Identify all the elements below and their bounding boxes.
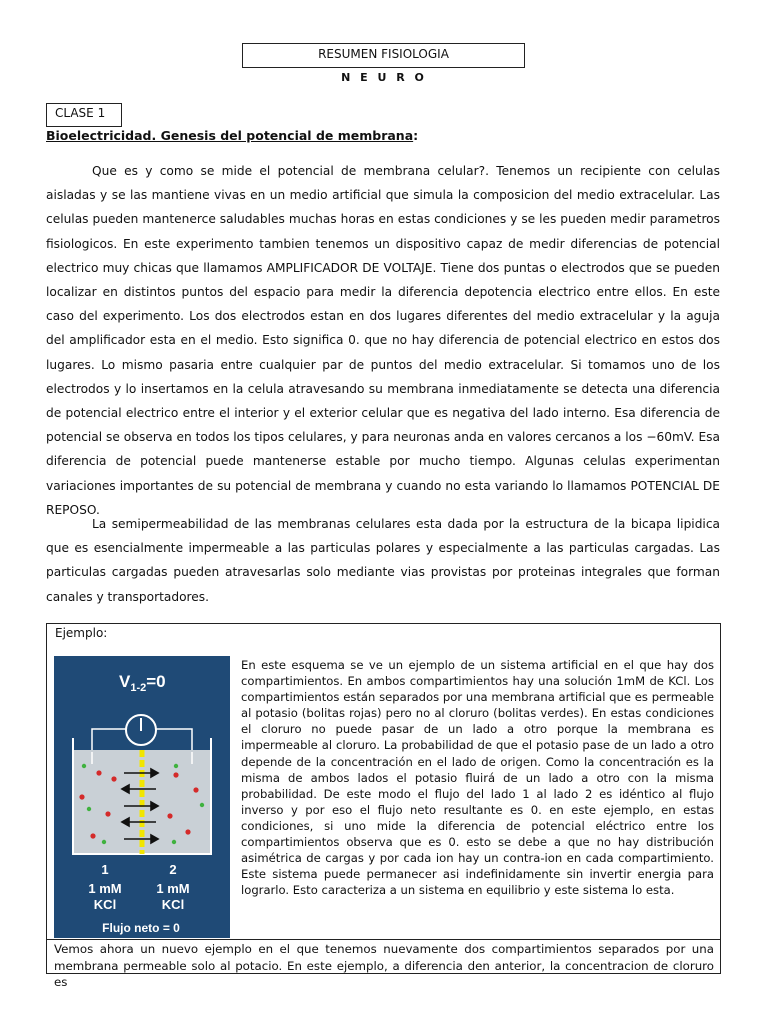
salt-1: KCl bbox=[93, 897, 117, 912]
section-heading bbox=[46, 128, 418, 143]
meter-wire-right bbox=[156, 729, 192, 752]
next-example-text: Vemos ahora un nuevo ejemplo en el que tenemos nuevamente dos compartimientos separados por una membrana permeable solo al potacio. En este ejemplo, a diferencia den anterior, la concentracion de cloruro es bbox=[54, 942, 714, 989]
equilibrium-diagram bbox=[54, 656, 230, 938]
paragraph-1: Que es y como se mide el potencial de membrana celular?. Tenemos un recipiente con celulas aisladas y se las mantiene vivas en un medio artificial que simula la composicion del medio extracelular. Las celulas pueden mantenerce saludables muchas horas en estas condiciones y se les pueden medir parametros fisiologicos. En este experimento tambien tenemos un dispositivo capaz de medir diferencias de potencial electrico muy chicas que llamamos AMPLIFICADOR DE VOLTAJE. Tiene dos puntas o electrodos que se pueden localizar en distintos puntos del espacio para medir la diferencia depotencia electrico entre ellos. En este caso del experimento. Los dos electrodos estan en dos lugares diferentes del medio extracelular y la aguja del amplificador esta en el medio. Esto significa 0. que no hay diferencia de potencial electrico en estos dos lugares. Lo mismo pasaria entre cualquier par de puntos del medio extracelular. Si tomamos uno de los electrodos y lo insertamos en la celula atravesando su membrana inmediatamente se detecta una diferencia de potencial electrico entre el interior y el exterior celular que es negativa del lado interno. Esa diferencia de potencial se observa en todos los tipos celulares, y para neuronas anda en valores cercanos a los −60mV. Esa diferencia de potencial puede mantenerse estable por mucho tiempo. Algunas celulas experimentan variaciones importantes de su potencial de membrana y cuando no esta variando lo llamamos POTENCIAL DE REPOSO. bbox=[46, 164, 720, 517]
section-heading-text: Bioelectricidad. Genesis del potencial de membrana bbox=[46, 128, 414, 143]
concentration-1: 1 mM bbox=[88, 881, 122, 896]
example-box bbox=[46, 623, 721, 989]
net-flow-label: Flujo neto = 0 bbox=[102, 921, 180, 935]
example-description: En este esquema se ve un ejemplo de un sistema artificial en el que hay dos compartimientos. En ambos compartimientos hay una solución 1mM de KCl. Los compartimientos están separados por una membrana artificial que es permeable al potasio (bolitas rojas) pero no al cloruro (bolitas verdes). En estas condiciones el cloruro no puede pasar de un lado a otro porque la membrana es impermeable al cloruro. La probabilidad de que el potasio pase de un lado a otro depende de la concentración en el lado de origen. Como la concentración es la misma de ambos lados el potasio fluirá de un lado a otro con la misma probabilidad. De este modo el flujo del lado 1 al lado 2 es idéntico al flujo inverso y por eso el flujo neto resultante es 0. en este ejemplo, en estas condiciones, si uno mide la diferencia de potencial eléctrico entre los compartimientos observa que es 0. esto se debe a que no hay distribución asimétrica de cargas y por cada ion hay un contra-ion en cada compartimiento. Este sistema puede permanecer asi indefinidamente sin invertir energia para lograrlo. Esto caracteriza a un sistema en equilibrio y este sistema lo esta. bbox=[241, 658, 714, 898]
document-subtitle: N E U R O bbox=[341, 71, 427, 84]
section-heading-suffix: : bbox=[413, 128, 419, 143]
meter-wire-left bbox=[92, 729, 126, 752]
voltage-label: $V_{1-2}=0$ bbox=[119, 672, 166, 694]
example-divider bbox=[47, 939, 720, 940]
document-title: RESUMEN FISIOLOGIA bbox=[242, 43, 525, 68]
clase-label: CLASE 1 bbox=[46, 103, 122, 127]
compartment-1-label: 1 bbox=[101, 862, 109, 877]
concentration-2: 1 mM bbox=[156, 881, 190, 896]
compartment-2-label: 2 bbox=[169, 862, 177, 877]
example-label: Ejemplo: bbox=[55, 626, 108, 640]
paragraph-2: La semipermeabilidad de las membranas celulares esta dada por la estructura de la bicapa lipidica que es esencialmente impermeable a las particulas polares y especialmente a las particulas cargadas. Las particulas cargadas pueden atravesarlas solo mediante vias provistas por proteinas integrales que forman canales y transportadores. bbox=[46, 517, 720, 604]
salt-2: KCl bbox=[161, 897, 185, 912]
equilibrium-figure bbox=[54, 656, 230, 938]
